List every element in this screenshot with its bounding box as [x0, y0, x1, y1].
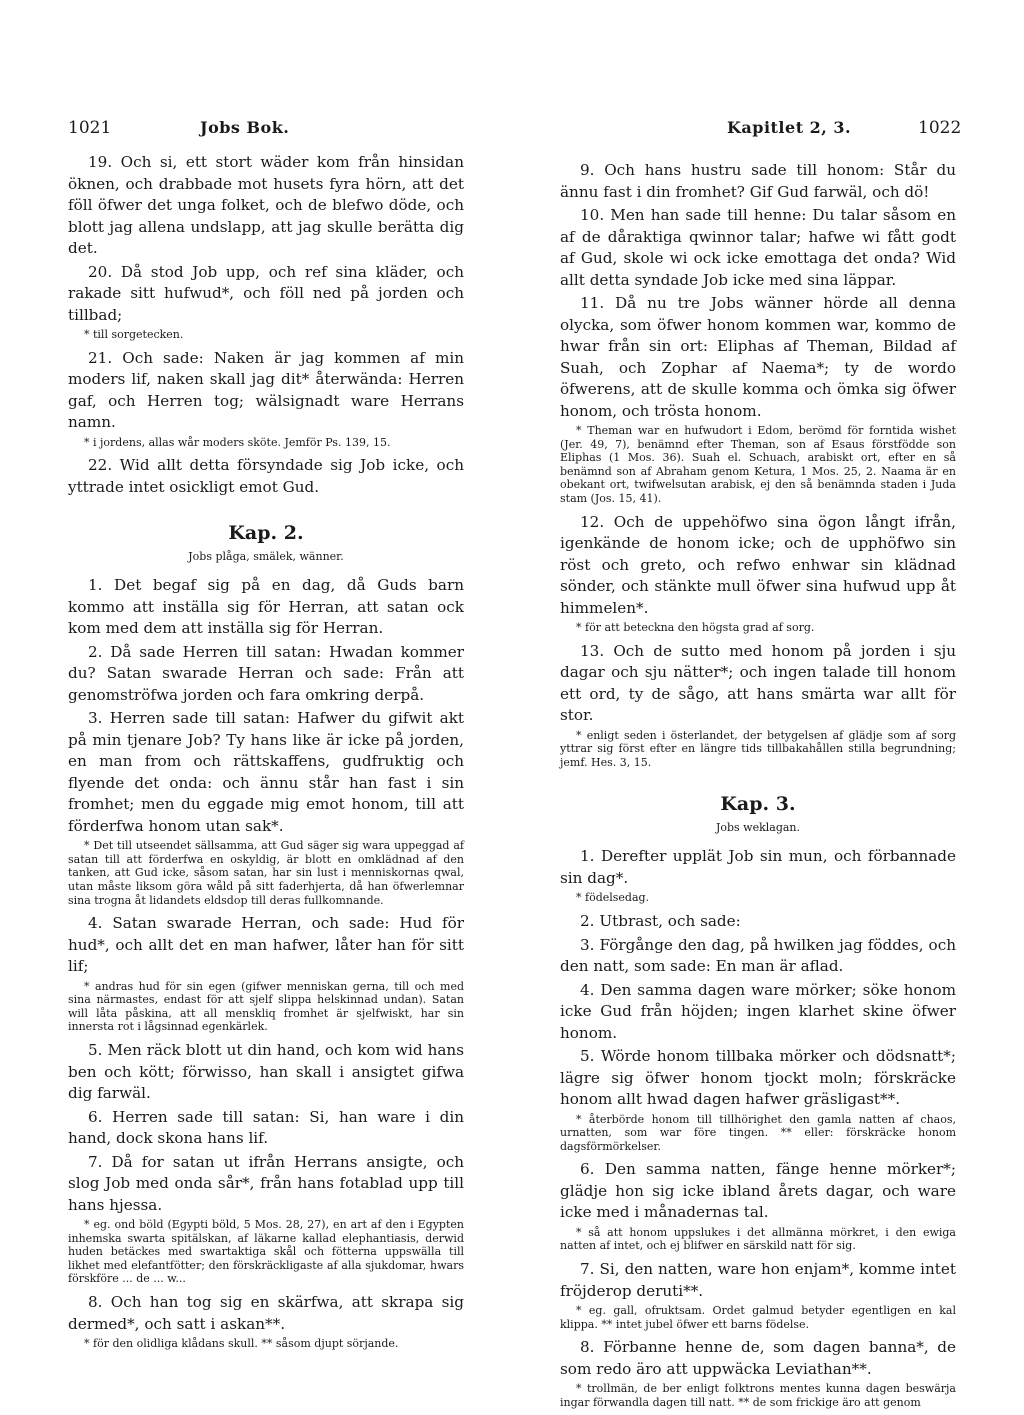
verse: 7. Då for satan ut ifrån Herrans ansigte, och slog Job med onda sår*, från hans fotablad upp till hans hjessa.: [68, 1152, 464, 1214]
verse: 7. Si, den natten, ware hon enjam*, komme intet fröjderop deruti**.: [560, 1260, 956, 1300]
verse: 21. Och sade: Naken är jag kommen af min moders lif, naken skall jag dit* återwända: Herren gaf, och Herren tog; wälsignadt ware Herrans namn.: [68, 348, 464, 432]
right-running-title: Kapitlet 2, 3.: [727, 118, 852, 137]
verse: 12. Och de uppehöfwo sina ögon långt ifrån, igenkände de honom icke; och de upphöfwo sin röst och greto, och refwo enhwar sin klädnad sönder, och stänkte mull öfwer sina hufwud upp åt himmelen*.: [560, 512, 956, 617]
footnote: * Det till utseendet sällsamma, att Gud säger sig wara uppeggad af satan till att förderfwa en oskyldig, är blott en omklädnad af den tanken, att Gud icke, såsom satan, har sin lust i menniskornas qwal, utan måste liksom göra wåld på sitt faderhjerta, då han öfwerlemnar sina trogna åt lidandets eldsdop till deras fullkomnande.: [68, 839, 464, 907]
verse: 6. Herren sade till satan: Si, han ware i din hand, dock skona hans lif.: [68, 1107, 464, 1148]
chapter-heading: Kap. 2.: [228, 522, 304, 545]
footnote: * i jordens, allas wår moders sköte. Jemför Ps. 139, 15.: [84, 435, 391, 449]
footnote: * födelsedag.: [576, 891, 650, 905]
verse: 1. Derefter upplät Job sin mun, och förbannade sin dag*.: [560, 847, 956, 887]
right-text-column: [560, 160, 956, 1415]
footnote: * eg. ond böld (Egypti böld, 5 Mos. 28, 27), en art af den i Egypten inhemska swarta spitälskan, af läkarne kallad elephantiasis, derwid huden betäckes med swartaktiga skål och fötterna uppswälla till likhet med elefantfötter; den förskräckligaste af alla sjukdomar, hwars förskföre ... de ... w...: [68, 1218, 464, 1286]
verse: 11. Då nu tre Jobs wänner hörde all denna olycka, som öfwer honom kommen war, kommo de hwar från sin ort: Eliphas af Theman, Bildad af Suah, och Zophar af Naema*; ty de wordo öfwerens, att de skulle komma och ömka sig öfwer honom, och trösta honom.: [560, 294, 956, 420]
verse: 4. Satan swarade Herran, och sade: Hud för hud*, och allt det en man hafwer, låter han för sitt lif;: [68, 914, 464, 976]
left-text-column: [68, 152, 464, 1357]
left-running-title: Jobs Bok.: [200, 118, 290, 137]
verse: 5. Men räck blott ut din hand, och kom wid hans ben och kött; förwisso, han skall i ansigtet gifwa dig farwäl.: [68, 1041, 464, 1103]
verse: 4. Den samma dagen ware mörker; söke honom icke Gud från höjden; ingen klarhet skine öfwer honom.: [560, 980, 956, 1042]
right-page-number: 1022: [918, 118, 962, 138]
footnote: * andras hud för sin egen (gifwer menniskan gerna, till och med sina närmastes, endast för att sjelf slippa helskinnad undan). Satan will låta påskina, att all menskliq fromhet är sjelfwiskt, har sin innersta rot i lågsinnad egenkärlek.: [68, 979, 464, 1034]
verse: 3. Förgånge den dag, på hwilken jag föddes, och den natt, som sade: En man är aflad.: [560, 935, 956, 976]
verse: 3. Herren sade till satan: Hafwer du gifwit akt på min tjenare Job? Ty hans like är icke på jorden, en man from och rättskaffens, gudfruktig och flyende det onda: och ännu står han fast i sin fromhet; men du eggade mig emot honom, till att förderfwa honom utan sak*.: [68, 709, 464, 835]
footnote: * Theman war en hufwudort i Edom, berömd för forntida wishet (Jer. 49, 7), benämnd efter Theman, son af Esaus förstfödde son Eliphas (1 Mos. 36). Suah el. Schuach, arabiskt ort, efter en så benämnd son af Abraham genom Ketura, 1 Mos. 25, 2. Naama är en obekant ort, twifwelsutan arabisk, ej den så benämnda staden i Juda stam (Jos. 15, 41).: [560, 424, 956, 505]
verse: 1. Det begaf sig på en dag, då Guds barn kommo att inställa sig för Herran, att satan ock kom med dem att inställa sig för Herran.: [68, 576, 464, 638]
verse: 5. Wörde honom tillbaka mörker och dödsnatt*; lägre sig öfwer honom tjockt moln; förskräcke honom allt hwad dagen hafwer gräsligast**.: [560, 1047, 956, 1109]
verse: 13. Och de sutto med honom på jorden i sju dagar och sju nätter*; och ingen talade till honom ett ord, ty de sågo, att hans smärta war allt för stor.: [560, 641, 956, 725]
chapter-summary: Jobs weklagan.: [715, 821, 801, 835]
footnote: * återbörde honom till tillhörighet den gamla natten af chaos, urnatten, som war före tingen. ** eller: förskräcke honom dagsförmörkelser.: [560, 1112, 956, 1153]
verse: 20. Då stod Job upp, och ref sina kläder, och rakade sitt hufwud*, och föll ned på jorden och tillbad;: [68, 262, 464, 324]
left-page-number: 1021: [68, 118, 112, 138]
footnote: * enligt seden i österlandet, der betygelsen af glädje som af sorg yttrar sig först efter en längre tids tillbakahållen stilla begrundning; jemf. Hes. 3, 15.: [560, 728, 956, 769]
verse: 8. Förbanne henne de, som dagen banna*, de som redo äro att uppwäcka Leviathan**.: [560, 1338, 956, 1378]
verse: 6. Den samma natten, fänge henne mörker*; glädje hon sig icke ibland årets dagar, och ware icke med i månadernas tal.: [560, 1160, 956, 1222]
verse: 22. Wid allt detta försyndade sig Job icke, och yttrade intet osickligt emot Gud.: [68, 456, 464, 496]
footnote: * så att honom uppslukes i det allmänna mörkret, i den ewiga natten af intet, och ej blifwer en särskild natt för sig.: [560, 1225, 956, 1253]
verse: 2. Då sade Herren till satan: Hwadan kommer du? Satan swarade Herran och sade: Från att genomströfwa jorden och fara omkring derpå.: [68, 642, 464, 704]
footnote: * eg. gall, ofruktsam. Ordet galmud betyder egentligen en kal klippa. ** intet jubel öfwer ett barns födelse.: [560, 1304, 956, 1331]
footnote: * till sorgetecken.: [84, 328, 184, 341]
footnote: * för den olidliga klådans skull. ** såsom djupt sörjande.: [84, 1337, 399, 1350]
verse: 19. Och si, ett stort wäder kom från hinsidan öknen, och drabbade mot husets fyra hörn, att det föll öfwer det unga folket, och de blefwo döde, och blott jag allena undslapp, att jag skulle berätta dig det.: [68, 153, 464, 257]
verse: 9. Och hans hustru sade till honom: Står du ännu fast i din fromhet? Gif Gud farwäl, och dö!: [560, 161, 956, 201]
verse: 8. Och han tog sig en skärfwa, att skrapa sig dermed*, och satt i askan**.: [68, 1293, 464, 1333]
footnote: * för att beteckna den högsta grad af sorg.: [576, 621, 815, 635]
verse: 10. Men han sade till henne: Du talar såsom en af de dåraktiga qwinnor talar; hafwe wi fått godt af Gud, skole wi ock icke emottaga det onda? Wid allt detta syndade Job icke med sina läppar.: [560, 206, 956, 289]
verse: 2. Utbrast, och sade:: [580, 912, 741, 931]
footnote: * trollmän, de ber enligt folktrons mentes kunna dagen beswärja ingar förwandla dagen till natt. ** de som frickige äro att genom: [560, 1382, 956, 1409]
chapter-heading: Kap. 3.: [720, 793, 796, 816]
chapter-summary: Jobs plåga, smälek, wänner.: [188, 550, 344, 564]
